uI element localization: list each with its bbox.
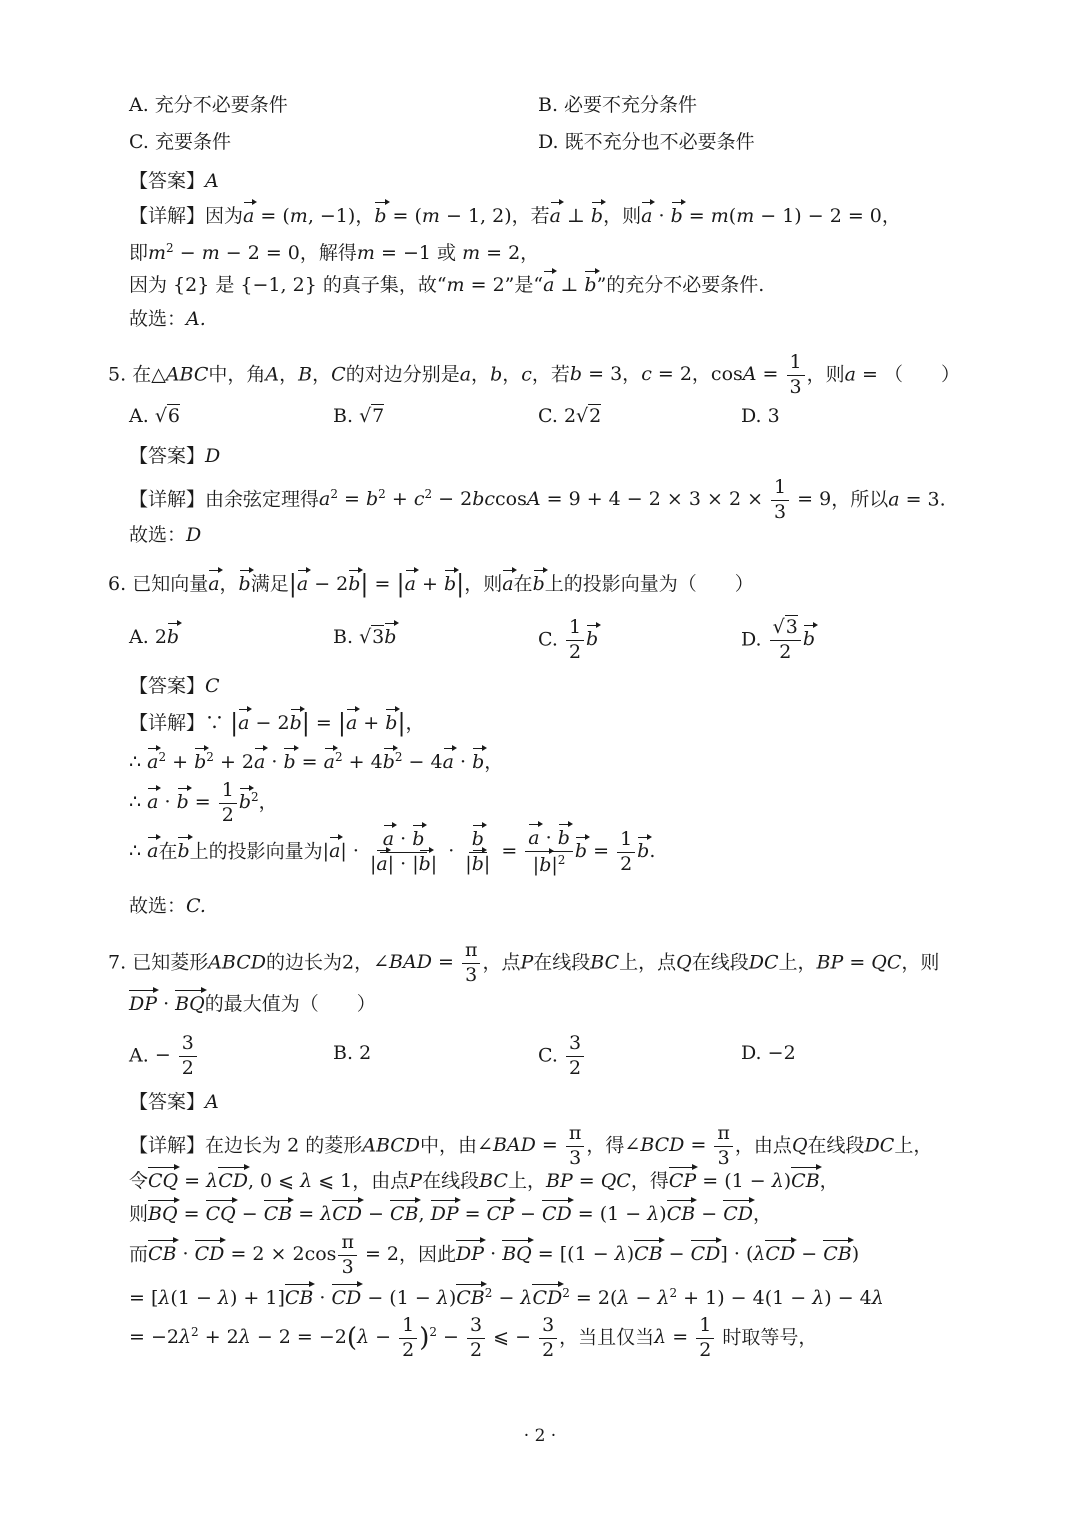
detail-text: 在线段	[807, 1134, 865, 1157]
formula: ABCD	[362, 1134, 421, 1157]
stem-text: 满足	[250, 573, 289, 595]
option-label: D.	[741, 1042, 762, 1064]
q7-option-d[interactable]	[741, 1044, 796, 1063]
q7-detail-line-4	[129, 1233, 859, 1278]
q4-detail-line-3	[129, 276, 764, 295]
option-value: 2	[359, 1042, 372, 1064]
formula: DP · BQ	[129, 993, 205, 1015]
detail-text: ，由点	[352, 1170, 410, 1192]
formula: 2√2	[563, 405, 602, 427]
stem-text: 上，	[778, 951, 817, 974]
detail-text: 是	[215, 274, 235, 296]
stem-text: 在	[132, 363, 152, 386]
formula: CP = (1 − λ)CB，	[668, 1170, 839, 1192]
formula: A，B，C	[265, 363, 346, 386]
q7-detail-line-6	[129, 1316, 817, 1361]
detail-text: 上，	[894, 1134, 933, 1157]
formula: 2	[281, 1134, 306, 1157]
option-value: 3	[767, 405, 780, 427]
formula: {−1, 2}	[234, 274, 323, 296]
detail-text: ，解得	[299, 242, 357, 264]
q4-option-b[interactable]: B. 必要不充分条件	[538, 94, 698, 116]
option-label: D.	[741, 405, 762, 427]
formula: = [λ(1 − λ) + 1]CB · CD − $(1 - \lambda)CB^2 - \lambda CD^2 = 2(\lambda - \lambda^2 + 1) - 4(1 - \lambda) - 4\lambda$	[129, 1286, 884, 1309]
detail-text: 时取等号，	[722, 1326, 818, 1349]
formula: − $\frac{3}{2}$	[155, 1044, 199, 1066]
formula: CQ = λCD, 0 ⩽ λ ⩽ 1	[148, 1170, 353, 1192]
formula: a · b = m(m − 1) − 2 = 0，	[641, 205, 901, 227]
answer-value: C	[205, 675, 220, 697]
answer-label: 【答案】	[129, 675, 206, 697]
stem-text: 在线段	[691, 951, 749, 974]
formula: m = 2，	[462, 242, 540, 264]
detail-label: 【详解】	[129, 488, 206, 511]
q5-option-b[interactable]	[333, 407, 384, 426]
detail-text: 在边长为	[205, 1134, 282, 1157]
q6-option-d[interactable]	[741, 618, 815, 663]
detail-text: ，所以	[831, 488, 889, 511]
formula: √3b	[359, 626, 397, 648]
detail-text: 而	[129, 1243, 149, 1266]
q4-detail-line-2	[129, 242, 539, 263]
formula: $m^2 - m - 2 = 0$	[148, 241, 300, 264]
q5-option-c[interactable]	[538, 407, 601, 426]
formula: |a − 2b| = |a + b|	[288, 570, 465, 598]
detail-text: ，则	[603, 205, 642, 227]
q7-stem-line-2	[129, 995, 376, 1014]
formula: ∠BAD = $\frac{\pi}{3}$	[477, 1134, 586, 1156]
q4-option-d[interactable]: D. 既不充分也不必要条件	[538, 131, 755, 153]
stem-text: ，若	[531, 363, 570, 386]
formula: P	[409, 1170, 423, 1192]
q5-answer	[129, 447, 220, 466]
q6-detail-line-1	[129, 711, 425, 735]
formula: BQ = CQ − CB = λCD − CB, DP = CP − CD = (1 − λ)CB − CD，	[148, 1203, 773, 1225]
detail-text: 或	[437, 242, 457, 264]
detail-text: 由余弦定理得	[205, 488, 320, 511]
option-label: C.	[538, 628, 558, 651]
q7-detail-line-2	[129, 1172, 839, 1191]
stem-text: 已知向量	[132, 573, 209, 595]
q4-detail-line-1	[129, 207, 901, 226]
option-value: −2	[767, 1042, 796, 1064]
stem-text: 的对边分别是	[345, 363, 460, 386]
stem-text: 在线段	[533, 951, 591, 974]
formula: |a| · $\frac{a \cdot b}{|a| \cdot |b|}$ · $\frac{b}{|b|}$ = $\frac{a \cdot b}{|b|^2}$ b = $\frac{1}{2}$ b.	[322, 827, 656, 876]
page-number: · 2 ·	[523, 1426, 557, 1446]
question-number: 5.	[108, 363, 127, 386]
option-label: A.	[129, 1044, 149, 1067]
option-label: D.	[741, 628, 762, 651]
q6-choose	[129, 897, 206, 916]
formula: m = 2	[446, 274, 505, 296]
stem-text: 的最大值为	[204, 993, 300, 1015]
formula: △ABC	[151, 363, 209, 386]
detail-label: 【详解】	[129, 712, 206, 734]
formula: a	[502, 573, 514, 595]
detail-label: 【详解】	[129, 1134, 206, 1157]
detail-text: 上，	[507, 1170, 546, 1192]
detail-text: ，若	[511, 205, 550, 227]
choose-label: 故选：	[129, 524, 187, 546]
formula: $\frac{1}{2}$ b	[564, 628, 598, 650]
detail-text: ，	[355, 205, 375, 227]
formula: ∴ a · b = $\frac{1}{2}$ $b^2$，	[129, 779, 278, 826]
stem-text: 上的投影向量为	[544, 573, 678, 595]
formula: a = (m, −1)	[243, 205, 356, 227]
formula: Q	[791, 1134, 808, 1157]
option-label: A.	[129, 405, 149, 427]
q7-option-c[interactable]	[538, 1034, 586, 1079]
formula: $\frac{3}{2}$	[564, 1044, 586, 1066]
stem-text: ，则	[901, 951, 940, 974]
formula: a ⊥ b	[549, 205, 604, 227]
q7-detail-line-3	[129, 1205, 772, 1224]
q4-option-c[interactable]: C. 充要条件	[129, 131, 231, 153]
formula: a =	[844, 363, 884, 386]
formula: b	[532, 573, 545, 595]
answer-label: 【答案】	[129, 445, 206, 467]
option-label: B.	[333, 626, 354, 648]
detail-text: 的真子集，故“	[322, 274, 447, 296]
q7-detail-line-5	[129, 1287, 884, 1308]
detail-label: 【详解】	[129, 205, 206, 227]
stem-text: 已知菱形	[132, 951, 209, 974]
detail-text: 中，由	[420, 1134, 478, 1157]
formula: a ⊥ b	[543, 274, 597, 296]
formula: $\frac{√3}{2}$ b	[768, 628, 815, 650]
choose-value: A.	[186, 308, 206, 330]
option-label: C.	[538, 1044, 558, 1067]
q5-detail	[129, 478, 946, 523]
stem-text: 中，角	[208, 363, 266, 386]
option-label: B.	[333, 1042, 354, 1064]
option-label: A.	[129, 626, 149, 648]
formula: √6	[154, 405, 181, 427]
detail-text: 因为	[129, 274, 168, 296]
detail-text: 上的投影向量为	[189, 840, 323, 863]
q5-option-d[interactable]	[741, 407, 780, 426]
q7-option-b[interactable]	[333, 1044, 371, 1063]
q7-answer	[129, 1093, 219, 1112]
formula: $a^2 = b^2 + c^2 - 2bccosA = 9 + 4 - 2 \times 3 \times 2$ × $\frac{1}{3}$ = 9	[319, 476, 832, 523]
option-label: B.	[333, 405, 354, 427]
q6-detail-line-3	[129, 781, 278, 826]
formula: BC	[590, 951, 620, 974]
formula: BP = QC	[545, 1170, 631, 1192]
formula: BC	[479, 1170, 508, 1192]
choose-label: 故选：	[129, 895, 187, 917]
choose-value: D	[186, 524, 202, 546]
answer-blank: （ ）	[677, 573, 754, 595]
detail-text: 即	[129, 242, 149, 264]
choose-value: C.	[186, 895, 206, 917]
detail-text: ，因此	[399, 1243, 457, 1266]
q6-option-b[interactable]	[333, 628, 396, 647]
stem-text: ，则	[806, 363, 845, 386]
q6-stem	[108, 572, 754, 596]
formula: ∴ a	[129, 840, 159, 863]
stem-text: ，点	[482, 951, 521, 974]
q6-option-c[interactable]	[538, 618, 598, 663]
formula: DC	[864, 1134, 895, 1157]
formula: P	[520, 951, 534, 974]
answer-value: A	[205, 170, 219, 192]
q5-choose	[129, 526, 201, 545]
question-number: 7.	[108, 951, 127, 974]
stem-text: 上，点	[619, 951, 677, 974]
choose-label: 故选：	[129, 308, 187, 330]
detail-text: ，由点	[734, 1134, 792, 1157]
q7-option-a[interactable]	[129, 1034, 199, 1079]
stem-text: 的边长为2，	[266, 951, 374, 974]
answer-value: D	[205, 445, 221, 467]
formula: Q	[676, 951, 692, 974]
formula: ∠BCD = $\frac{\pi}{3}$	[624, 1134, 735, 1156]
formula: BP = QC	[816, 951, 902, 974]
q5-option-a[interactable]	[129, 407, 180, 426]
formula: m = −1	[356, 242, 437, 264]
q6-answer	[129, 677, 220, 696]
formula: = $-2\lambda^2 + 2\lambda - 2 = -2(\lambda$ − $\frac{1}{2}$ )$^2$ − $\frac{3}{2}$ ⩽ − $\frac{3}{2}$	[129, 1326, 559, 1348]
detail-text: ”的充分不必要条件.	[596, 274, 765, 296]
formula: a = 3.	[888, 488, 946, 511]
formula: b	[177, 840, 190, 863]
detail-text: 则	[129, 1203, 149, 1225]
formula: 2b	[154, 626, 180, 648]
q4-choose	[129, 310, 206, 329]
q7-detail-line-1	[129, 1124, 932, 1169]
answer-blank: （ ）	[883, 363, 960, 386]
q7-stem-line-1	[108, 941, 939, 986]
detail-text: 在	[158, 840, 178, 863]
stem-text: 在	[513, 573, 533, 595]
detail-text: 因为	[205, 205, 244, 227]
detail-text: 令	[129, 1170, 149, 1192]
q6-detail-line-4	[129, 829, 655, 876]
detail-text: ，得	[630, 1170, 669, 1192]
formula: ∠BAD = $\frac{\pi}{3}$	[373, 951, 482, 973]
formula: b = (m − 1, 2)	[374, 205, 512, 227]
formula: DP · BQ = [(1 − λ)CB − CD] · (λCD − CB)	[456, 1243, 860, 1266]
formula: λ = $\frac{1}{2}$	[654, 1326, 722, 1348]
q4-answer	[129, 172, 219, 191]
answer-label: 【答案】	[129, 1091, 206, 1113]
q6-detail-line-2	[129, 751, 503, 772]
formula: {2}	[167, 274, 216, 296]
formula: a，b，c	[459, 363, 532, 386]
formula: √7	[359, 405, 385, 427]
q5-stem	[108, 353, 960, 398]
formula: DC	[748, 951, 779, 974]
detail-text: ”是“	[504, 274, 544, 296]
answer-value: A	[205, 1091, 219, 1113]
detail-text: 在线段	[422, 1170, 480, 1192]
answer-blank: （ ）	[299, 993, 376, 1015]
option-label: C.	[538, 405, 558, 427]
formula: b = 3，c = 2，cosA = $\frac{1}{3}$	[570, 363, 807, 385]
q6-option-a[interactable]	[129, 628, 179, 647]
formula: CB · CD = 2 × 2cos $\frac{\pi}{3}$ = 2	[148, 1231, 400, 1278]
detail-text: ，当且仅当	[559, 1326, 655, 1349]
formula: a，b	[208, 573, 251, 595]
question-number: 6.	[108, 573, 127, 595]
answer-label: 【答案】	[129, 170, 206, 192]
detail-text: ，得	[586, 1134, 625, 1157]
formula: ∴ $a^2 + b^2 + 2a \cdot b = a^2 + 4b^2 - 4a \cdot b$，	[129, 750, 504, 773]
formula: ∵ |a − 2b| = |a + b|，	[205, 709, 425, 737]
detail-text: 的菱形	[305, 1134, 363, 1157]
q4-option-a[interactable]: A. 充分不必要条件	[129, 94, 288, 116]
formula: ABCD	[208, 951, 267, 974]
stem-text: ，则	[464, 573, 503, 595]
